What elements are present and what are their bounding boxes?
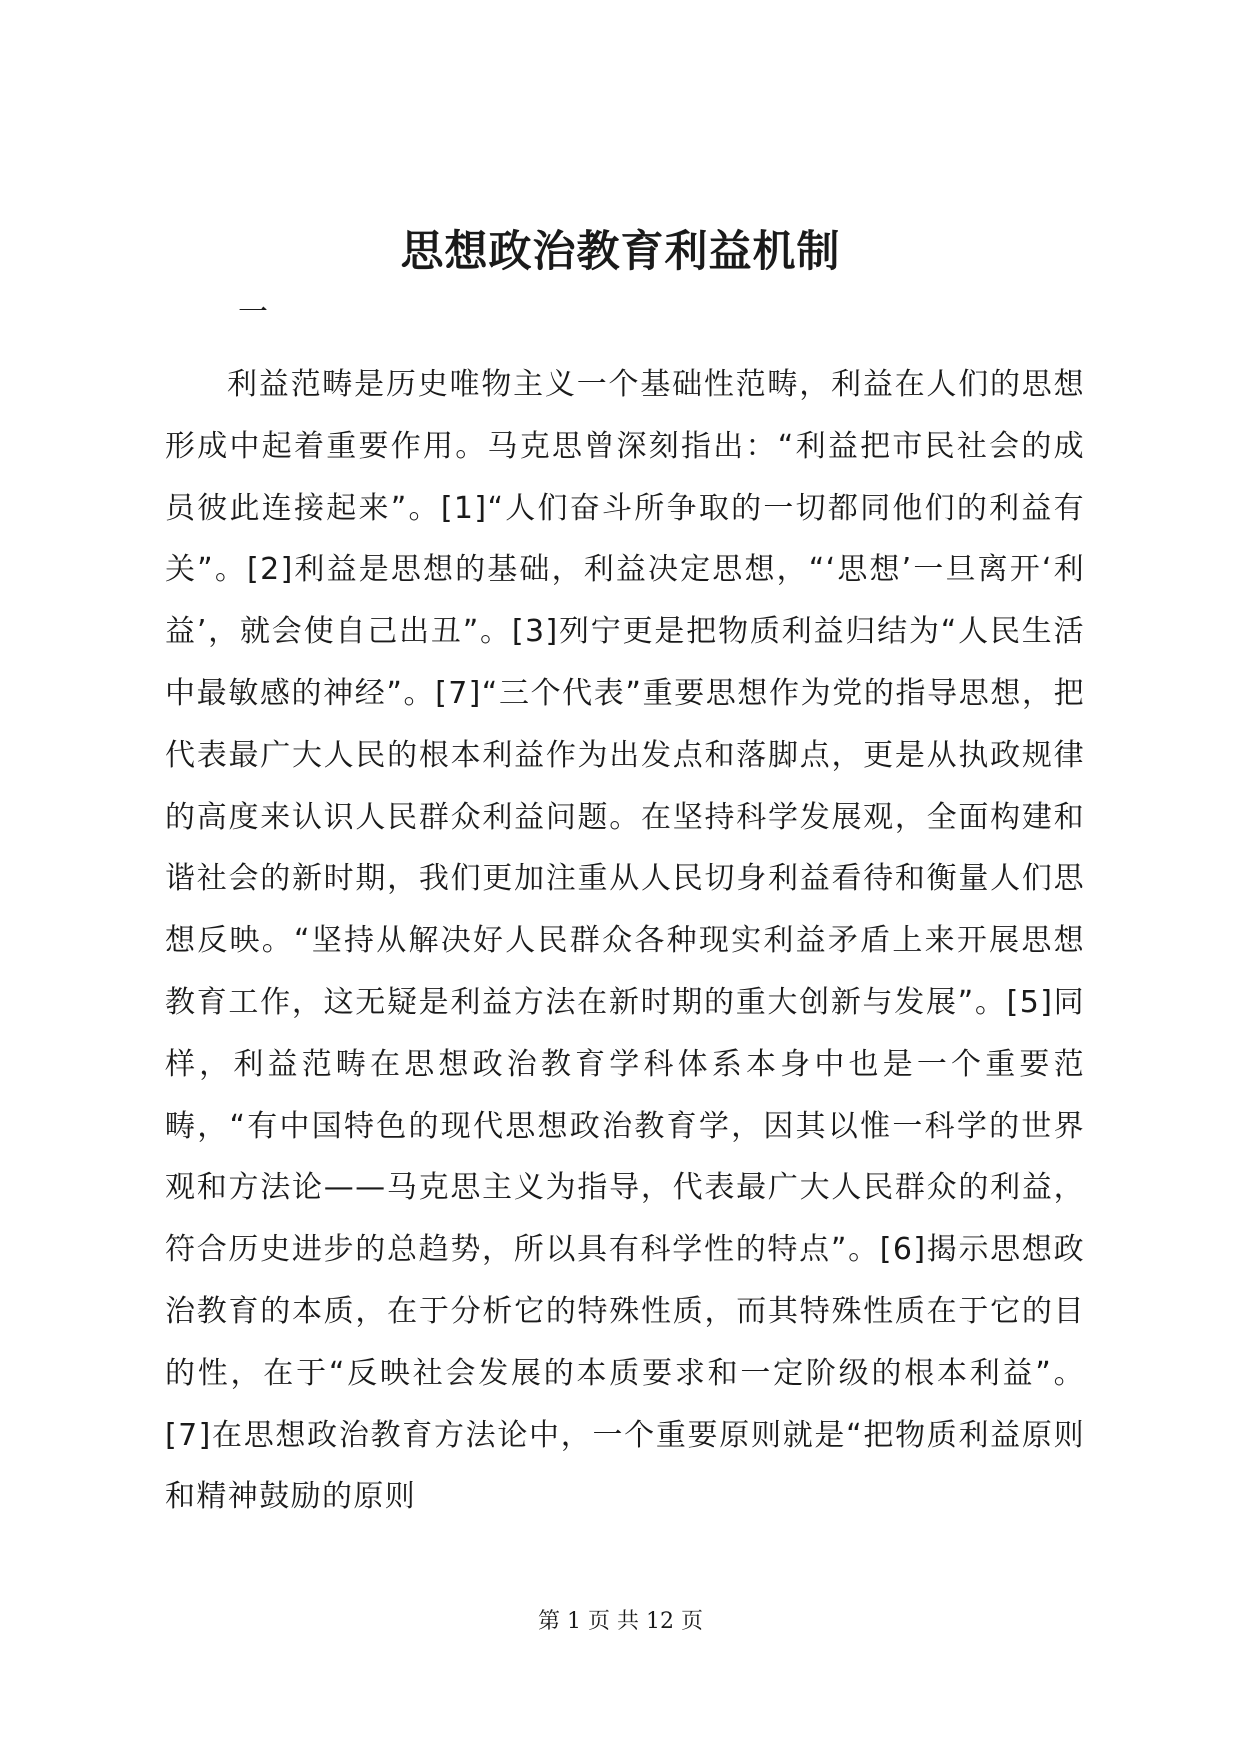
body-paragraph: 利益范畴是历史唯物主义一个基础性范畴，利益在人们的思想形成中起着重要作用。马克思曾深刻指出：“利益把市民社会的成员彼此连接起来”。[1]“人们奋斗所争取的一切都同他们的利益有关”。[2]利益是思想的基础，利益决定思想，“‘思想’一旦离开‘利益’，就会使自己出丑”。[3]列宁更是把物质利益归结为“人民生活中最敏感的神经”。[7]“三个代表”重要思想作为党的指导思想，把代表最广大人民的根本利益作为出发点和落脚点，更是从执政规律的高度来认识人民群众利益问题。在坚持科学发展观，全面构建和谐社会的新时期，我们更加注重从人民切身利益看待和衡量人们思想反映。“坚持从解决好人民群众各种现实利益矛盾上来开展思想教育工作，这无疑是利益方法在新时期的重大创新与发展”。[5]同样，利益范畴在思想政治教育学科体系本身中也是一个重要范畴，“有中国特色的现代思想政治教育学，因其以惟一科学的世界观和方法论——马克思主义为指导，代表最广大人民群众的利益，符合历史进步的总趋势，所以具有科学性的特点”。[6]揭示思想政治教育的本质，在于分析它的特殊性质，而其特殊性质在于它的目的性，在于“反映社会发展的本质要求和一定阶级的根本利益”。[7]在思想政治教育方法论中，一个重要原则就是“把物质利益原则和精神鼓励的原则 bbox=[165, 367, 1085, 1515]
document-title: 思想政治教育利益机制 bbox=[400, 227, 841, 277]
section-number: 一 bbox=[238, 295, 268, 330]
page-number-footer: 第 1 页 共 12 页 bbox=[538, 1609, 703, 1634]
